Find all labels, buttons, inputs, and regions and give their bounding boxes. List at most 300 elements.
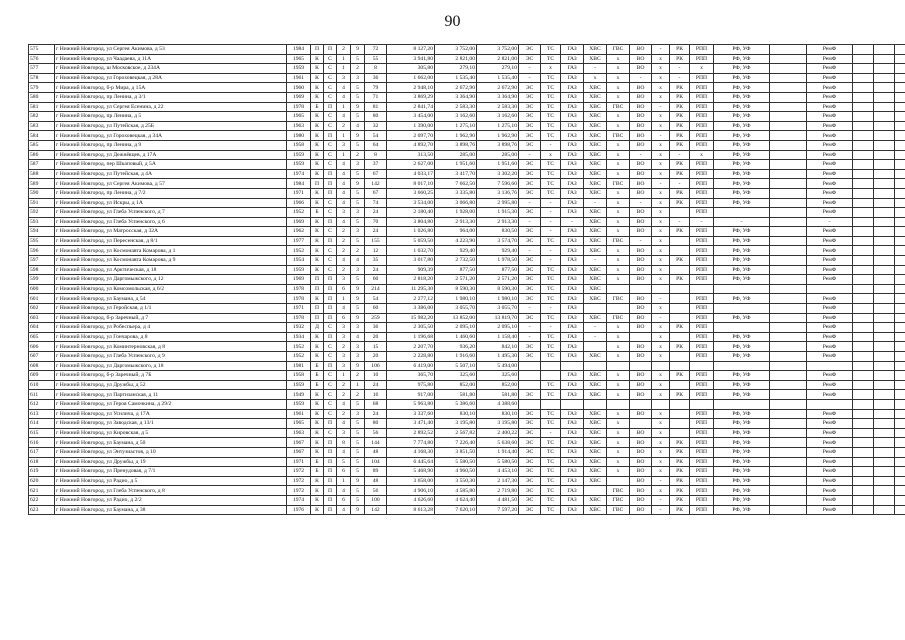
table-cell	[770, 179, 807, 189]
empty-cell	[853, 227, 874, 237]
table-cell: -	[807, 217, 853, 227]
table-cell	[714, 399, 770, 409]
table-cell: 4	[337, 92, 351, 102]
table-cell: 3	[337, 332, 351, 342]
table-cell: 4	[351, 121, 365, 131]
table-cell: ГВС	[607, 495, 630, 505]
table-cell: 1978	[287, 284, 311, 294]
empty-cell	[874, 399, 895, 409]
empty-cell	[895, 332, 905, 342]
empty-cell	[853, 54, 874, 64]
table-cell: 5	[351, 438, 365, 448]
table-cell: РПП	[690, 505, 714, 515]
table-cell	[670, 304, 690, 314]
table-cell: П	[324, 361, 337, 371]
empty-cell	[874, 447, 895, 457]
table-cell: ВО	[630, 371, 652, 381]
table-cell: 48	[365, 476, 387, 486]
table-cell: ХВС	[584, 169, 607, 179]
table-cell: х	[541, 64, 561, 74]
table-cell: ВО	[630, 112, 652, 122]
table-cell	[770, 361, 807, 371]
table-cell: 842,10	[477, 342, 519, 352]
table-cell: ХВС	[584, 275, 607, 285]
table-cell: ГАЗ	[561, 275, 584, 285]
table-cell: 279,10	[435, 64, 477, 74]
table-cell: 830,10	[435, 409, 477, 419]
address-cell: г Нижний Новгород, ул Космонавта Комарова, д 9	[55, 256, 287, 266]
address-cell: г Нижний Новгород, ул Пренудовая, д 7/1	[55, 467, 287, 477]
table-cell: 1971	[287, 188, 311, 198]
table-cell: 2 821,00	[435, 54, 477, 64]
row-number-cell: 587	[29, 160, 55, 170]
row-number-cell: 613	[29, 409, 55, 419]
table-row	[29, 304, 905, 314]
table-cell: ГАЗ	[561, 83, 584, 93]
table-cell: х	[607, 246, 630, 256]
table-cell: 9	[351, 131, 365, 141]
empty-cell	[853, 236, 874, 246]
table-cell: 4	[337, 188, 351, 198]
table-cell: 5 494,00	[477, 361, 519, 371]
table-cell: РФ, УФ	[714, 112, 770, 122]
table-cell: 3 752,00	[477, 45, 519, 55]
table-cell: ЭС	[519, 409, 541, 419]
table-cell: -	[584, 64, 607, 74]
table-cell: ЭС	[519, 342, 541, 352]
table-cell: РФ, УФ	[714, 131, 770, 141]
table-cell: С	[324, 208, 337, 218]
table-cell: РемФ	[807, 227, 853, 237]
table-cell	[770, 284, 807, 294]
table-cell: ХВС	[584, 45, 607, 55]
table-cell	[607, 361, 630, 371]
table-cell: 36	[365, 73, 387, 83]
table-cell: 1	[337, 294, 351, 304]
address-cell: г Нижний Новгород, пр Ленина, д 7/2	[55, 188, 287, 198]
table-cell: С	[324, 246, 337, 256]
table-cell: ТС	[541, 73, 561, 83]
table-cell: 4	[351, 332, 365, 342]
table-cell: ЭС	[519, 169, 541, 179]
table-cell: ТС	[541, 45, 561, 55]
table-cell	[670, 419, 690, 429]
table-cell: 3 417,70	[435, 169, 477, 179]
table-cell: 35	[365, 256, 387, 266]
table-cell: 1 032,70	[387, 246, 435, 256]
table-cell: РФ, УФ	[714, 102, 770, 112]
table-row	[29, 227, 905, 237]
row-number-cell: 593	[29, 217, 55, 227]
table-cell: РемФ	[807, 323, 853, 333]
row-number-cell: 606	[29, 342, 55, 352]
table-cell: ЭС	[519, 419, 541, 429]
table-cell: П	[324, 169, 337, 179]
table-cell: РФ, УФ	[714, 342, 770, 352]
table-cell: ЭС	[519, 188, 541, 198]
table-cell: РПП	[690, 188, 714, 198]
empty-cell	[874, 160, 895, 170]
table-cell: ХВС	[584, 246, 607, 256]
table-cell: 24	[365, 208, 387, 218]
table-cell: 1	[337, 64, 351, 74]
table-cell: 1976	[287, 505, 311, 515]
empty-cell	[853, 256, 874, 266]
table-cell: РемФ	[807, 438, 853, 448]
table-cell: 36	[365, 323, 387, 333]
empty-cell	[874, 409, 895, 419]
table-cell: 4 453,10	[477, 467, 519, 477]
address-cell: г Нижний Новгород, б-р Заречный, д 7	[55, 313, 287, 323]
table-cell: ХВС	[584, 208, 607, 218]
address-cell: г Нижний Новгород, ул Коминтерновская, д 8	[55, 342, 287, 352]
table-cell: 964,00	[435, 227, 477, 237]
table-cell: 1967	[287, 438, 311, 448]
table-cell: К	[311, 256, 324, 266]
table-cell: 3	[337, 208, 351, 218]
empty-cell	[874, 294, 895, 304]
empty-cell	[853, 294, 874, 304]
table-cell	[770, 256, 807, 266]
table-cell: х	[652, 198, 670, 208]
table-row	[29, 265, 905, 275]
table-cell: П	[311, 304, 324, 314]
table-cell: ГВС	[607, 179, 630, 189]
table-cell: ЭС	[519, 284, 541, 294]
table-cell: ХВС	[584, 236, 607, 246]
table-cell: РФ, УФ	[714, 409, 770, 419]
table-cell: 1932	[287, 323, 311, 333]
table-cell: 5 507,10	[435, 361, 477, 371]
table-row	[29, 361, 905, 371]
empty-cell	[895, 83, 905, 93]
table-cell: х	[652, 236, 670, 246]
table-cell: -	[630, 73, 652, 83]
empty-cell	[874, 112, 895, 122]
table-cell	[770, 275, 807, 285]
table-cell: 2 672,90	[477, 83, 519, 93]
table-cell: 68	[365, 399, 387, 409]
table-cell: РПП	[690, 428, 714, 438]
table-cell: РПП	[690, 342, 714, 352]
empty-cell	[895, 169, 905, 179]
address-cell: г Нижний Новгород, ул Пересенская, д 8/1	[55, 236, 287, 246]
table-cell	[670, 208, 690, 218]
table-cell: РемФ	[807, 476, 853, 486]
table-cell: 4	[337, 486, 351, 496]
empty-cell	[853, 284, 874, 294]
address-cell: г Нижний Новгород, пр Ленина, д 5	[55, 112, 287, 122]
table-cell: -	[519, 323, 541, 333]
table-cell: П	[324, 236, 337, 246]
table-cell: 2 567,82	[435, 428, 477, 438]
table-row	[29, 380, 905, 390]
table-cell: ГАЗ	[561, 227, 584, 237]
table-cell: 2 277,12	[387, 294, 435, 304]
table-cell: -	[541, 217, 561, 227]
table-cell: ВО	[630, 45, 652, 55]
address-cell: г Нижний Новгород, ул Геройская, д 1/1	[55, 304, 287, 314]
table-cell: ВО	[630, 352, 652, 362]
table-cell: -	[652, 102, 670, 112]
empty-cell	[874, 265, 895, 275]
empty-cell	[895, 409, 905, 419]
empty-cell	[853, 179, 874, 189]
empty-cell	[853, 476, 874, 486]
table-cell: 1 916,60	[435, 352, 477, 362]
table-cell	[541, 371, 561, 381]
table-cell: 1980	[287, 131, 311, 141]
address-cell: г Нижний Новгород, ул Баумана, д 54	[55, 294, 287, 304]
table-cell	[770, 304, 807, 314]
table-cell: х	[652, 380, 670, 390]
table-cell: РПП	[690, 304, 714, 314]
table-cell: 9	[351, 102, 365, 112]
table-cell: РПП	[690, 313, 714, 323]
address-cell: г Нижний Новгород, ул Энтузиастов, д 10	[55, 447, 287, 457]
table-cell: ТС	[541, 121, 561, 131]
empty-cell	[895, 121, 905, 131]
table-cell: 1 026,80	[387, 227, 435, 237]
table-cell: 4	[337, 217, 351, 227]
address-cell: г Нижний Новгород, ул Глеба Успенского, д 9	[55, 352, 287, 362]
table-cell: 3	[351, 265, 365, 275]
table-cell: Б	[311, 371, 324, 381]
row-number-cell: 610	[29, 380, 55, 390]
table-cell: 5	[351, 198, 365, 208]
table-cell: 8 613,28	[387, 505, 435, 515]
table-cell: П	[324, 447, 337, 457]
table-cell: С	[324, 399, 337, 409]
empty-cell	[895, 131, 905, 141]
table-cell: 5	[351, 83, 365, 93]
table-cell: ЭС	[519, 495, 541, 505]
table-cell	[770, 409, 807, 419]
table-cell: ГАЗ	[561, 102, 584, 112]
table-cell: РемФ	[807, 390, 853, 400]
table-cell: П	[324, 467, 337, 477]
table-cell: ТС	[541, 438, 561, 448]
table-cell: 1 535,40	[435, 73, 477, 83]
table-cell: 2 097,70	[387, 131, 435, 141]
table-cell: РПП	[690, 371, 714, 381]
empty-cell	[895, 92, 905, 102]
table-cell: х	[607, 352, 630, 362]
table-row	[29, 438, 905, 448]
table-cell	[807, 399, 853, 409]
table-cell: 2 913,30	[477, 217, 519, 227]
table-cell: х	[607, 227, 630, 237]
row-number-cell: 601	[29, 294, 55, 304]
table-cell: 1959	[287, 265, 311, 275]
table-cell: 5	[351, 457, 365, 467]
table-cell: РемФ	[807, 131, 853, 141]
table-cell: ГАЗ	[561, 505, 584, 515]
address-cell: г Нижний Новгород, ул Глеба Успенского, д 6	[55, 217, 287, 227]
empty-cell	[874, 313, 895, 323]
table-cell: Б	[311, 102, 324, 112]
table-cell: 5 963,80	[387, 399, 435, 409]
table-cell: 1969	[287, 92, 311, 102]
empty-cell	[874, 486, 895, 496]
table-cell	[630, 361, 652, 371]
table-cell	[770, 227, 807, 237]
table-cell: К	[311, 342, 324, 352]
table-cell: ВО	[630, 323, 652, 333]
table-cell: 3 454,00	[387, 112, 435, 122]
table-cell: РФ, УФ	[714, 121, 770, 131]
table-cell: РемФ	[807, 256, 853, 266]
table-cell: х	[607, 409, 630, 419]
table-row	[29, 73, 905, 83]
table-cell: -	[652, 495, 670, 505]
table-cell: РПП	[690, 275, 714, 285]
table-cell: РФ, УФ	[714, 467, 770, 477]
table-cell: ГАЗ	[561, 371, 584, 381]
table-cell: 4 388,60	[477, 399, 519, 409]
empty-cell	[853, 131, 874, 141]
row-number-cell: 590	[29, 188, 55, 198]
table-cell: 1952	[287, 246, 311, 256]
address-cell: г Нижний Новгород, ул Кировская, д 5	[55, 428, 287, 438]
empty-cell	[895, 304, 905, 314]
empty-cell	[874, 419, 895, 429]
address-cell: г Нижний Новгород, ул Баумана, д 50	[55, 438, 287, 448]
registry-sheet	[28, 44, 876, 515]
table-cell: К	[311, 390, 324, 400]
table-cell: х	[652, 332, 670, 342]
table-cell: ГАЗ	[561, 294, 584, 304]
table-row	[29, 217, 905, 227]
table-cell: 2	[351, 246, 365, 256]
table-cell: -	[670, 150, 690, 160]
table-cell	[714, 304, 770, 314]
table-cell: П	[311, 45, 324, 55]
table-cell: 1 390,00	[387, 121, 435, 131]
table-cell: 877,50	[477, 265, 519, 275]
table-row	[29, 256, 905, 266]
table-cell	[770, 438, 807, 448]
table-cell	[770, 380, 807, 390]
table-row	[29, 467, 905, 477]
table-cell	[630, 419, 652, 429]
table-cell: 2 571,20	[435, 275, 477, 285]
table-cell: П	[311, 284, 324, 294]
table-cell: ГАЗ	[561, 438, 584, 448]
empty-cell	[874, 352, 895, 362]
table-cell: -	[541, 227, 561, 237]
empty-cell	[853, 208, 874, 218]
table-cell: ТС	[541, 457, 561, 467]
table-cell	[670, 352, 690, 362]
table-cell: ЭС	[519, 160, 541, 170]
table-cell: ХВС	[584, 505, 607, 515]
table-cell	[770, 495, 807, 505]
table-row	[29, 390, 905, 400]
table-cell: РФ, УФ	[714, 438, 770, 448]
table-cell: ГВС	[607, 45, 630, 55]
table-cell: ТС	[541, 409, 561, 419]
table-cell: С	[324, 265, 337, 275]
table-cell: ГАЗ	[561, 409, 584, 419]
table-cell: ГАЗ	[561, 179, 584, 189]
table-cell: ЭС	[519, 131, 541, 141]
table-cell	[584, 361, 607, 371]
table-cell: ТС	[541, 467, 561, 477]
table-cell: К	[311, 112, 324, 122]
table-cell: РФ, УФ	[714, 294, 770, 304]
table-cell	[584, 399, 607, 409]
table-cell: 5	[351, 467, 365, 477]
table-cell: ВО	[630, 265, 652, 275]
table-cell: РФ, УФ	[714, 83, 770, 93]
empty-cell	[853, 102, 874, 112]
table-cell: х	[607, 208, 630, 218]
table-row	[29, 275, 905, 285]
row-number-cell: 577	[29, 64, 55, 74]
table-cell: РФ, УФ	[714, 256, 770, 266]
table-cell: К	[311, 399, 324, 409]
table-cell: ХВС	[584, 54, 607, 64]
table-cell: 74	[365, 198, 387, 208]
empty-cell	[874, 304, 895, 314]
table-cell	[807, 284, 853, 294]
table-cell	[519, 371, 541, 381]
table-cell: 5	[351, 419, 365, 429]
empty-cell	[874, 92, 895, 102]
table-cell: ВО	[630, 246, 652, 256]
table-cell: х	[607, 438, 630, 448]
empty-cell	[853, 92, 874, 102]
table-cell: К	[311, 246, 324, 256]
table-cell: ХВС	[584, 438, 607, 448]
table-cell: РемФ	[807, 409, 853, 419]
table-cell: 3 364,90	[435, 92, 477, 102]
table-cell: 3	[351, 208, 365, 218]
table-cell: РПП	[690, 198, 714, 208]
table-cell: ГАЗ	[561, 390, 584, 400]
table-cell: ХВС	[584, 179, 607, 189]
table-cell: ХВС	[584, 265, 607, 275]
table-cell: П	[324, 275, 337, 285]
table-cell: 155	[365, 236, 387, 246]
table-cell: -	[519, 304, 541, 314]
table-cell: -	[541, 246, 561, 256]
address-cell: г Нижний Новгород, ул Путейская, д 4А	[55, 169, 287, 179]
table-cell	[690, 284, 714, 294]
table-cell: РК	[670, 457, 690, 467]
table-cell: ХВС	[584, 131, 607, 141]
table-cell: ВО	[630, 160, 652, 170]
table-cell: 4	[337, 304, 351, 314]
table-cell: -	[541, 140, 561, 150]
address-cell: г Нижний Новгород, ш Московское, д 234А	[55, 64, 287, 74]
table-cell: РПП	[690, 73, 714, 83]
table-cell: х	[652, 256, 670, 266]
table-cell: РФ, УФ	[714, 140, 770, 150]
table-cell: 3 066,80	[435, 198, 477, 208]
table-cell: -	[670, 217, 690, 227]
table-cell	[770, 467, 807, 477]
table-cell: 6	[337, 495, 351, 505]
row-number-cell: 589	[29, 179, 55, 189]
table-cell	[519, 399, 541, 409]
table-cell: П	[324, 476, 337, 486]
table-row	[29, 150, 905, 160]
table-cell: 9	[351, 294, 365, 304]
table-cell: 56	[365, 428, 387, 438]
table-cell: ВО	[630, 169, 652, 179]
